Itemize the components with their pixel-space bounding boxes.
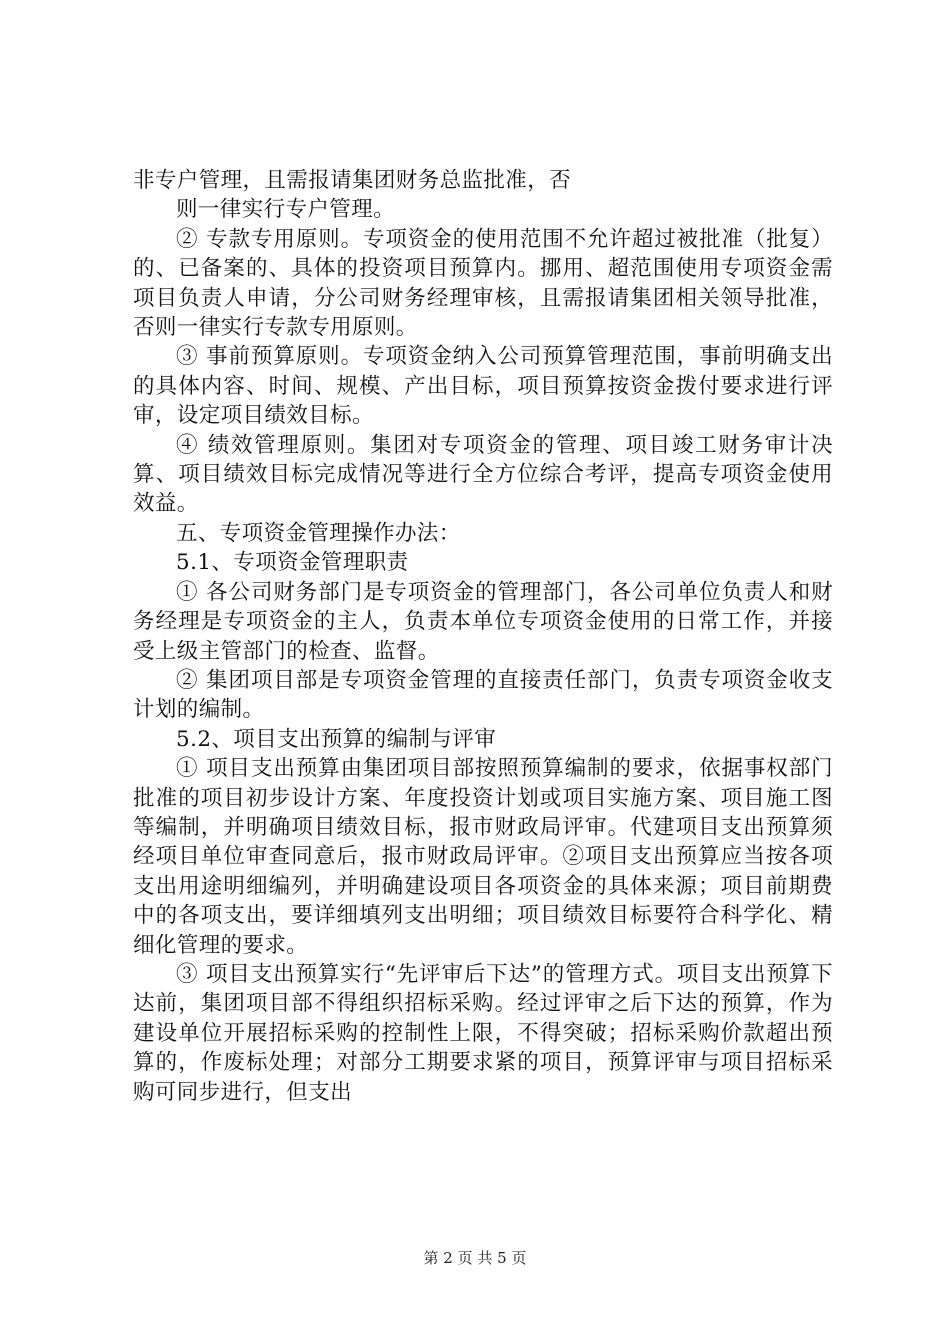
section-heading-5: 五、专项资金管理操作办法： (176, 520, 461, 546)
paragraph-principle-4: ④ 绩效管理原则。集团对专项资金的管理、项目竣工财务审计决算、项目绩效目标完成情况等进行全方位综合考评，提高专项资金使用效益。 (133, 432, 833, 517)
page-footer: 第 2 页 共 5 页 (423, 1249, 527, 1267)
paragraph-duty-2: ② 集团项目部是专项资金管理的直接责任部门，负责专项资金收支计划的编制。 (133, 667, 833, 723)
paragraph-2: 则一律实行专户管理。 (176, 197, 396, 223)
paragraph-duty-1: ① 各公司财务部门是专项资金的管理部门，各公司单位负责人和财务经理是专项资金的主人，负责本单位专项资金使用的日常工作，并接受上级主管部门的检查、监督。 (133, 579, 833, 664)
subsection-heading-5-2: 5.2、项目支出预算的编制与评审 (176, 726, 497, 752)
document-body (133, 166, 833, 1107)
paragraph-budget-1: ① 项目支出预算由集团项目部按照预算编制的要求，依据事权部门批准的项目初步设计方案、年度投资计划或项目实施方案、项目施工图等编制，并明确项目绩效目标，报市财政局评审。代建项目支出预算须经项目单位审查同意后，报市财政局评审。②项目支出预算应当按各项支出用途明细编列，并明确建设项目各项资金的具体来源；项目前期费中的各项支出，要详细填列支出明细；项目绩效目标要符合科学化、精细化管理的要求。 (133, 756, 833, 958)
paragraph-principle-2: ② 专款专用原则。专项资金的使用范围不允许超过被批准（批复）的、已备案的、具体的投资项目预算内。挪用、超范围使用专项资金需项目负责人申请，分公司财务经理审核，且需报请集团相关领导批准，否则一律实行专款专用原则。 (133, 226, 833, 341)
paragraph-budget-3: ③ 项目支出预算实行“先评审后下达”的管理方式。项目支出预算下达前，集团项目部不得组织招标采购。经过评审之后下达的预算，作为建设单位开展招标采购的控制性上限，不得突破；招标采购价款超出预算的，作废标处理；对部分工期要求紧的项目，预算评审与项目招标采购可同步进行，但支出 (133, 961, 833, 1105)
paragraph-1: 非专户管理，且需报请集团财务总监批准，否 (133, 168, 572, 193)
paragraph-principle-3: ③ 事前预算原则。专项资金纳入公司预算管理范围，事前明确支出的具体内容、时间、规模、产出目标，项目预算按资金拨付要求进行评审，设定项目绩效目标。 (133, 344, 833, 429)
subsection-heading-5-1: 5.1、专项资金管理职责 (176, 550, 409, 576)
